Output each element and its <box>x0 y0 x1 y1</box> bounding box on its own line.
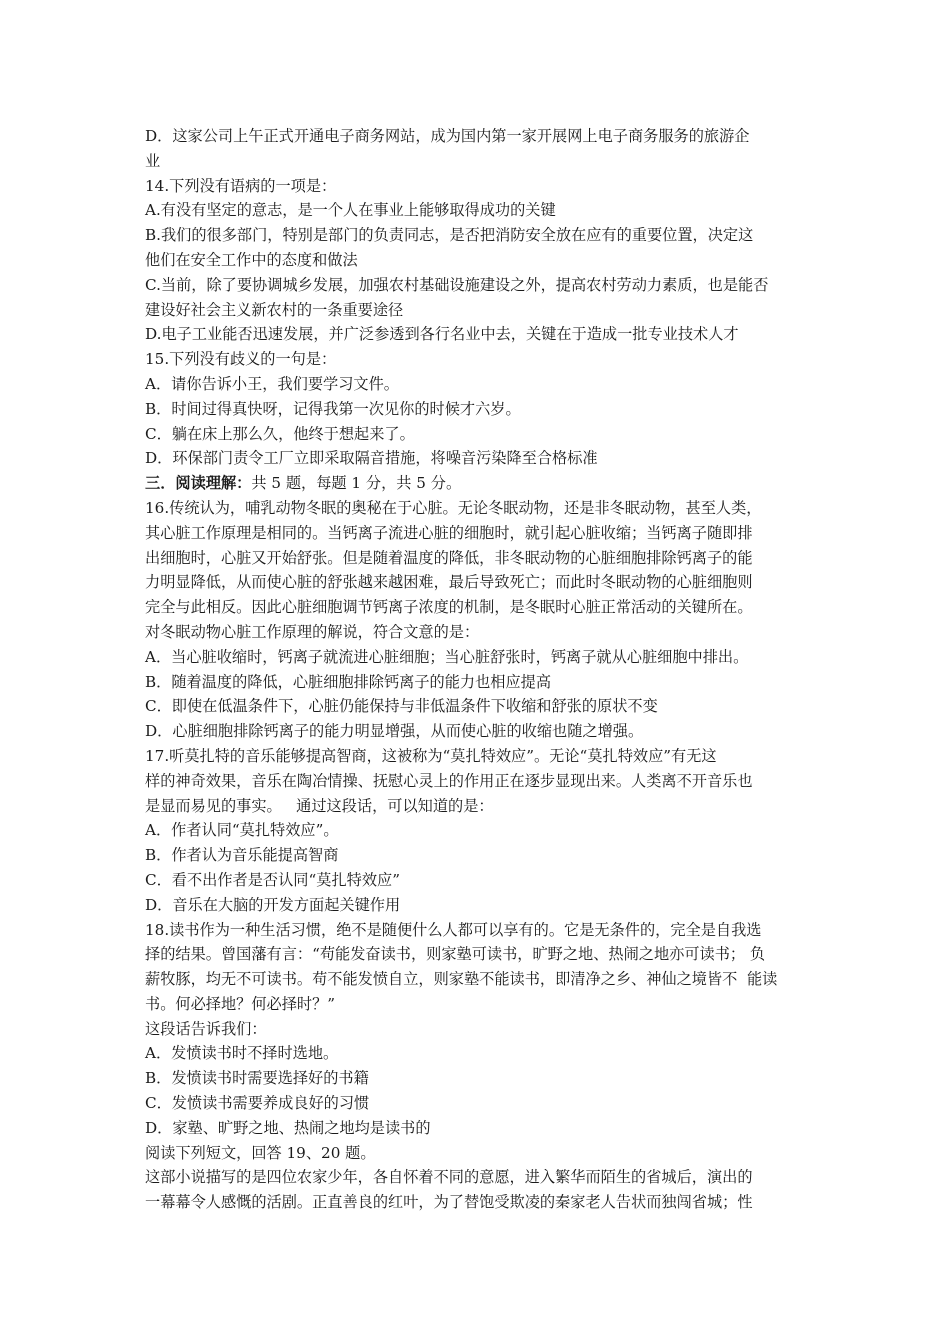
text-line: C．发愤读书需要养成良好的习惯 <box>145 1094 370 1113</box>
text-line: 一幕幕令人感慨的活剧。正直善良的红叶，为了替饱受欺凌的秦家老人告状而独闯省城；性 <box>145 1193 753 1212</box>
text-line: 完全与此相反。因此心脏细胞调节钙离子浓度的机制，是冬眠时心脏正常活动的关键所在。 <box>145 598 753 617</box>
text-line: A．当心脏收缩时，钙离子就流进心脏细胞；当心脏舒张时，钙离子就从心脏细胞中排出。 <box>145 647 749 666</box>
section-heading-detail: 共 5 题，每题 1 分，共 5 分。 <box>251 474 462 493</box>
document-page <box>145 124 807 1215</box>
text-line: 这段话告诉我们： <box>145 1019 267 1038</box>
text-line: B.我们的很多部门，特别是部门的负责同志，是否把消防安全放在应有的重要位置，决定这 <box>145 226 754 245</box>
text-line: 是显而易见的事实。 通过这段话，可以知道的是： <box>145 796 494 815</box>
text-line: B．时间过得真快呀，记得我第一次见你的时候才六岁。 <box>145 399 521 418</box>
text-line: C.当前，除了要协调城乡发展，加强农村基础设施建设之外，提高农村劳动力素质，也是能否 <box>145 275 769 294</box>
section-heading <box>145 471 807 496</box>
text-line: D.电子工业能否迅速发展，并广泛参透到各行名业中去，关键在于造成一批专业技术人才 <box>145 325 739 344</box>
text-line: A．发愤读书时不择时选地。 <box>145 1044 339 1063</box>
text-line: A．请你告诉小王，我们要学习文件。 <box>145 374 399 393</box>
text-line: A.有没有坚定的意志，是一个人在事业上能够取得成功的关键 <box>145 201 556 220</box>
section-heading-label: 三．阅读理解： <box>145 474 252 493</box>
text-line: 18.读书作为一种生活习惯，绝不是随便什么人都可以享有的。它是无条件的，完全是自我选 <box>145 920 762 939</box>
text-line: 14.下列没有语病的一项是： <box>145 176 337 195</box>
text-line: D．这家公司上午正式开通电子商务网站，成为国内第一家开展网上电子商务服务的旅游企 <box>145 127 750 145</box>
text-line: 业 <box>145 151 161 170</box>
text-line: C．即使在低温条件下，心脏仍能保持与非低温条件下收缩和舒张的原状不变 <box>145 697 658 716</box>
text-line: 对冬眠动物心脏工作原理的解说，符合文意的是： <box>145 622 480 641</box>
text-line: 其心脏工作原理是相同的。当钙离子流进心脏的细胞时，就引起心脏收缩；当钙离子随即排 <box>145 523 753 542</box>
text-line: 16.传统认为，哺乳动物冬眠的奥秘在于心脏。无论冬眠动物，还是非冬眠动物，甚至人类， <box>145 498 762 517</box>
text-line: 阅读下列短文，回答 19、20 题。 <box>145 1143 376 1162</box>
text-line: 建设好社会主义新农村的一条重要途径 <box>145 300 404 319</box>
text-line: B．作者认为音乐能提高智商 <box>145 846 339 865</box>
text-line: 出细胞时，心脏又开始舒张。但是随着温度的降低，非冬眠动物的心脏细胞排除钙离子的能 <box>145 548 753 567</box>
text-line: 书。何必择地？何必择时？” <box>145 994 336 1013</box>
text-line: C．躺在床上那么久，他终于想起来了。 <box>145 424 415 443</box>
text-line: 这部小说描写的是四位农家少年，各自怀着不同的意愿，进入繁华而陌生的省城后，演出的 <box>145 1168 753 1187</box>
text-line: 样的神奇效果，音乐在陶冶情操、抚慰心灵上的作用正在逐步显现出来。人类离不开音乐也 <box>145 771 753 790</box>
text-line: 15.下列没有歧义的一句是： <box>145 350 337 369</box>
text-line: B．发愤读书时需要选择好的书籍 <box>145 1069 369 1088</box>
text-line: 薪牧豚，均无不可读书。苟不能发愤自立，则家塾不能读书，即清净之乡、神仙之境皆不 能读 <box>145 970 778 989</box>
text-line: D．音乐在大脑的开发方面起关键作用 <box>145 895 401 914</box>
text-line: 17.听莫扎特的音乐能够提高智商，这被称为“莫扎特效应”。无论“莫扎特效应”有无这 <box>145 746 717 765</box>
text-line: 他们在安全工作中的态度和做法 <box>145 250 358 269</box>
text-line: D．心脏细胞排除钙离子的能力明显增强，从而使心脏的收缩也随之增强。 <box>145 722 644 741</box>
text-line: 力明显降低，从而使心脏的舒张越来越困难，最后导致死亡；而此时冬眠动物的心脏细胞则 <box>145 573 753 592</box>
text-line: A．作者认同“莫扎特效应”。 <box>145 821 339 840</box>
text-line: 择的结果。曾国藩有言：“苟能发奋读书，则家塾可读书，旷野之地、热闹之地亦可读书； 负 <box>145 945 766 964</box>
text-line: D．环保部门责令工厂立即采取隔音措施，将噪音污染降至合格标准 <box>145 449 598 468</box>
text-line: D．家塾、旷野之地、热闹之地均是读书的 <box>145 1118 431 1137</box>
text-line: B．随着温度的降低，心脏细胞排除钙离子的能力也相应提高 <box>145 672 552 691</box>
text-line: C．看不出作者是否认同“莫扎特效应” <box>145 870 400 889</box>
